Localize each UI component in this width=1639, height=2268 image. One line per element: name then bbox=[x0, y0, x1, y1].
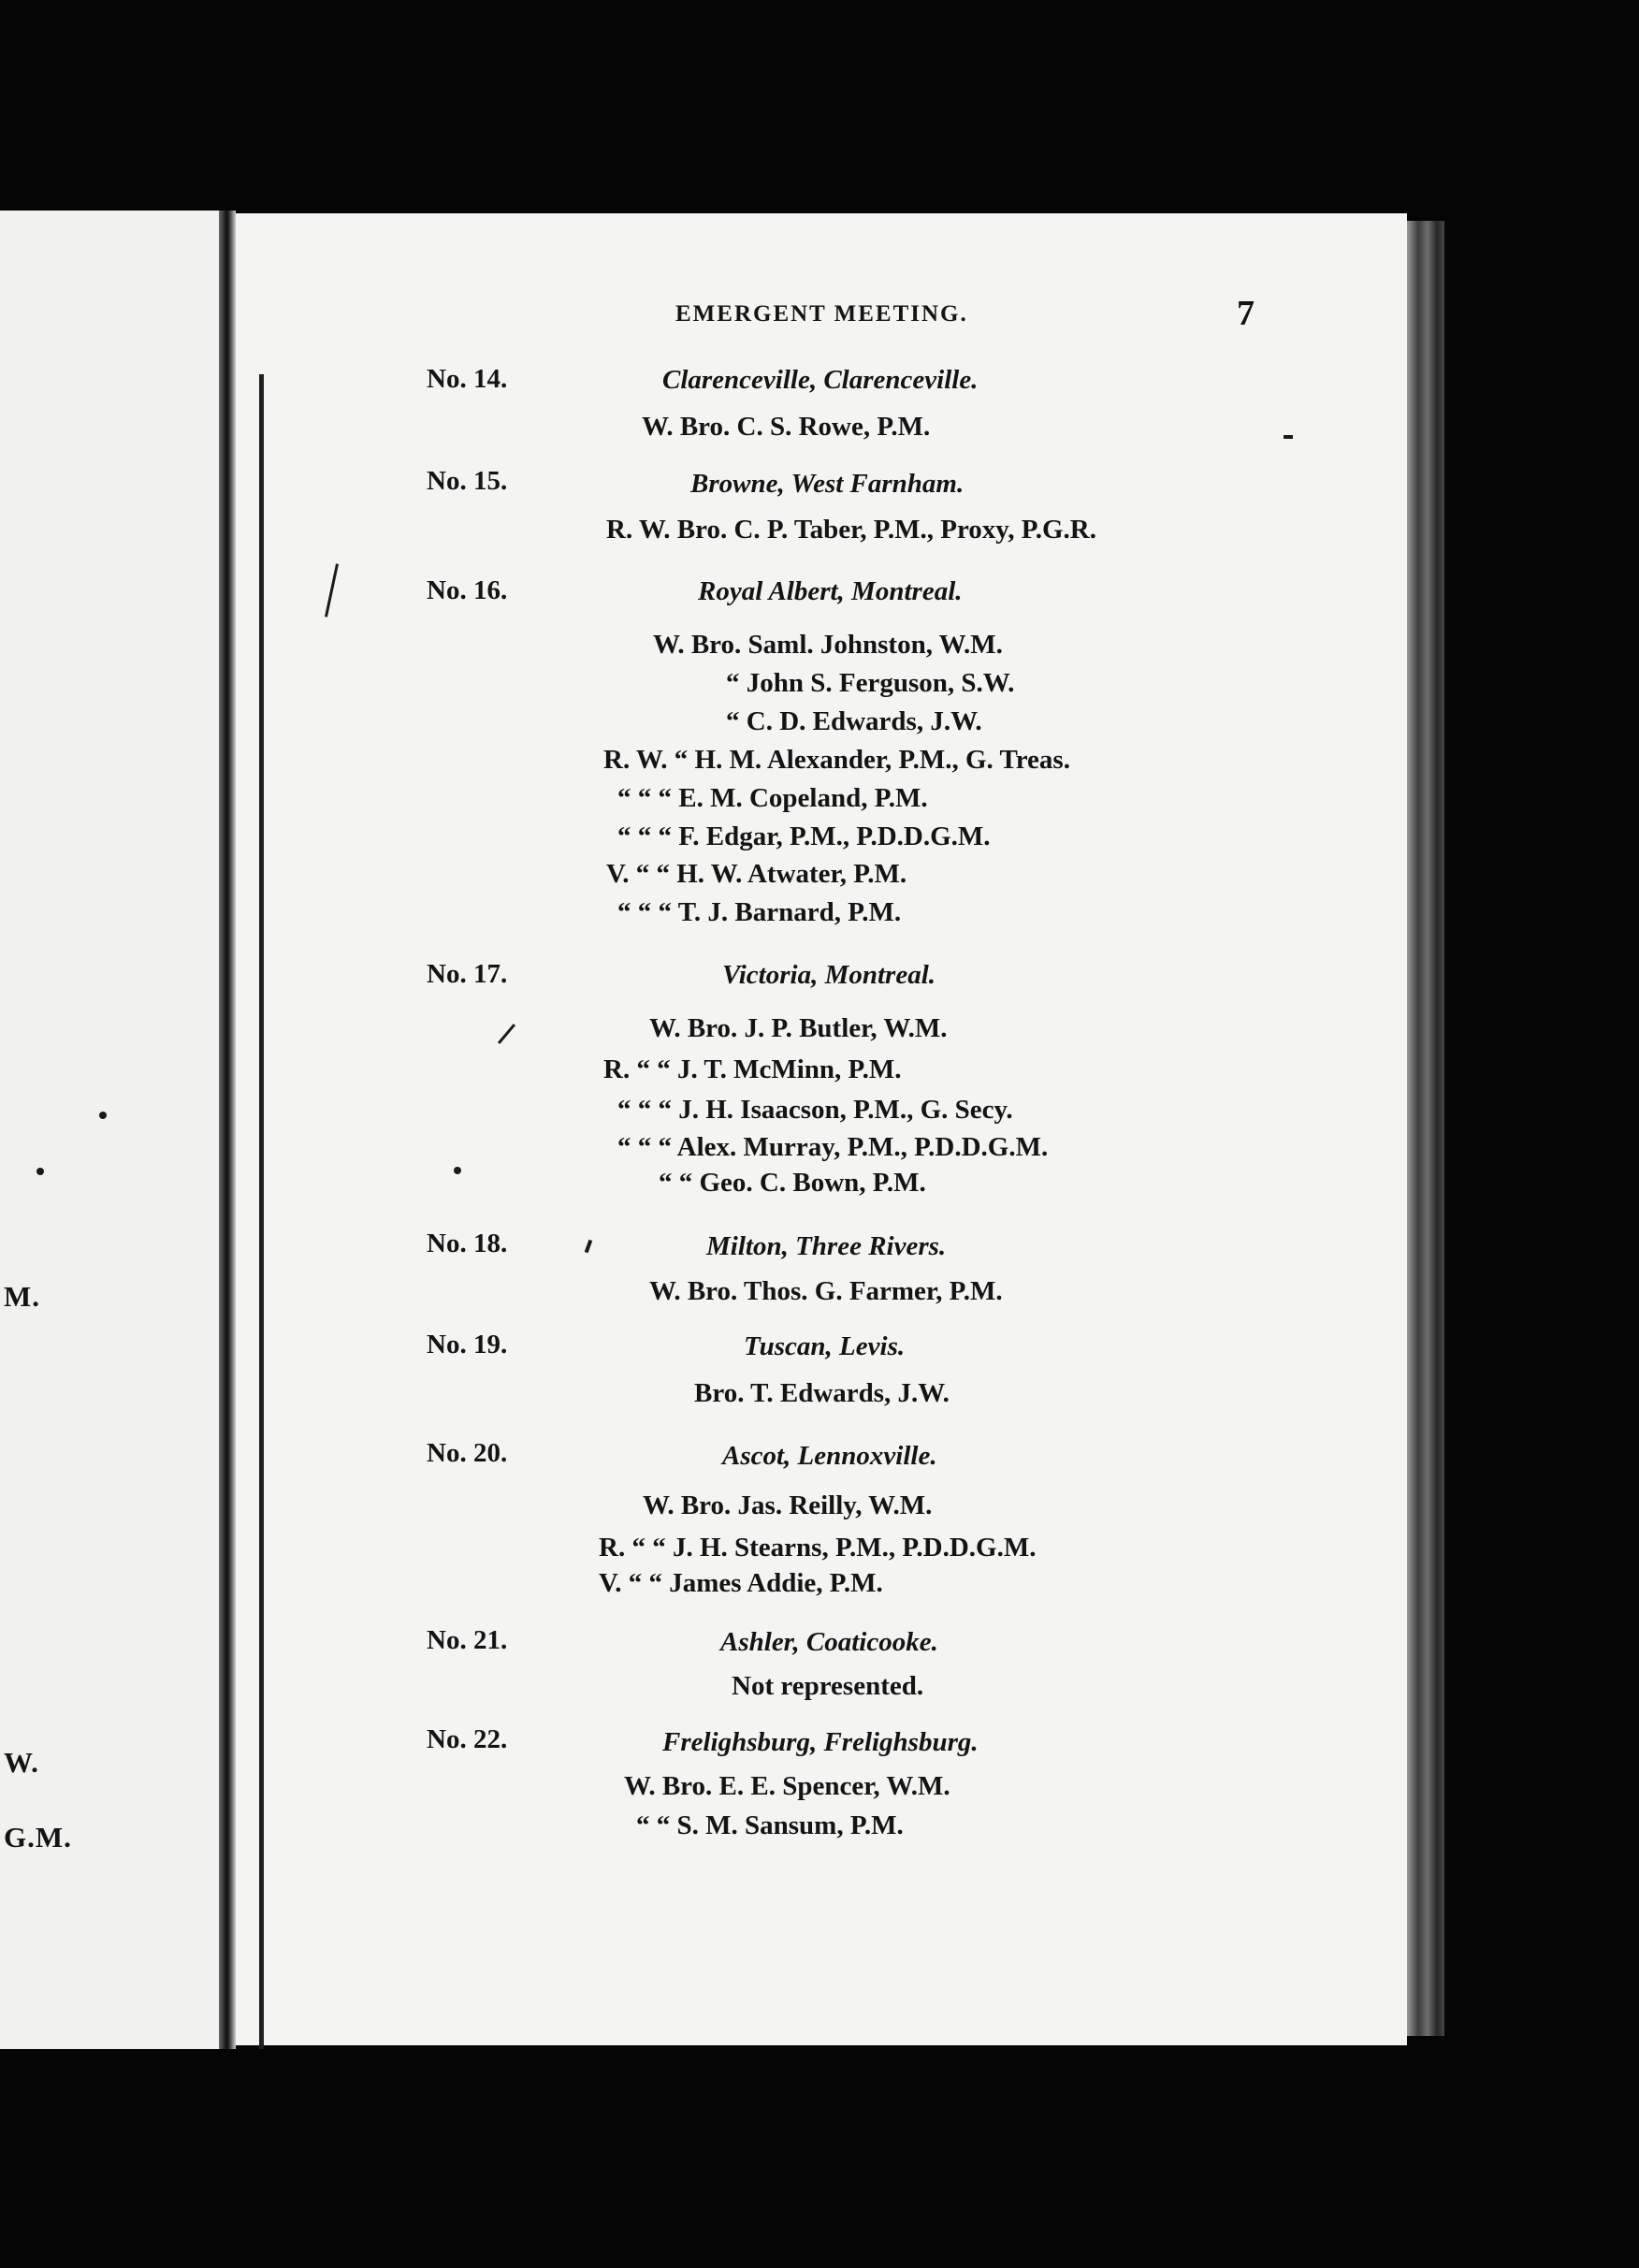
ink-mark bbox=[454, 1167, 461, 1174]
ink-mark bbox=[1284, 435, 1293, 439]
member-line: W. Bro. J. P. Butler, W.M. bbox=[649, 1013, 948, 1043]
member-line: W. Bro. Jas. Reilly, W.M. bbox=[643, 1490, 933, 1520]
member-line: “ “ “ E. M. Copeland, P.M. bbox=[617, 783, 928, 813]
lodge-number: No. 20. bbox=[427, 1438, 508, 1468]
member-line: W. Bro. Saml. Johnston, W.M. bbox=[653, 630, 1003, 660]
lodge-name: Browne, West Farnham. bbox=[690, 469, 965, 499]
lodge-name: Victoria, Montreal. bbox=[722, 960, 936, 990]
lodge-number: No. 17. bbox=[427, 959, 508, 989]
member-line: “ “ S. M. Sansum, P.M. bbox=[636, 1810, 904, 1840]
member-line: “ “ “ F. Edgar, P.M., P.D.D.G.M. bbox=[617, 821, 991, 851]
lodge-number: No. 21. bbox=[427, 1625, 508, 1655]
lodge-number: No. 16. bbox=[427, 575, 508, 605]
member-line: W. Bro. Thos. G. Farmer, P.M. bbox=[649, 1276, 1003, 1306]
lodge-name: Clarenceville, Clarenceville. bbox=[662, 365, 979, 395]
lodge-number: No. 18. bbox=[427, 1228, 508, 1258]
member-line: “ “ “ T. J. Barnard, P.M. bbox=[617, 897, 902, 927]
page-edge bbox=[1407, 221, 1444, 2036]
lodge-name: Royal Albert, Montreal. bbox=[698, 576, 963, 606]
member-line: V. “ “ James Addie, P.M. bbox=[599, 1568, 883, 1598]
left-page-fragment: M. bbox=[4, 1280, 41, 1313]
lodge-name: Milton, Three Rivers. bbox=[706, 1231, 947, 1261]
member-line: R. “ “ J. H. Stearns, P.M., P.D.D.G.M. bbox=[599, 1533, 1037, 1563]
ink-mark bbox=[99, 1112, 107, 1119]
left-page-fragment: G.M. bbox=[4, 1821, 72, 1854]
member-line: “ C. D. Edwards, J.W. bbox=[726, 706, 982, 736]
member-line: V. “ “ H. W. Atwater, P.M. bbox=[606, 859, 907, 889]
lodge-name: Frelighsburg, Frelighsburg. bbox=[662, 1727, 979, 1757]
member-line: R. W. Bro. C. P. Taber, P.M., Proxy, P.G.R. bbox=[606, 515, 1096, 545]
member-line: “ “ Geo. C. Bown, P.M. bbox=[659, 1168, 926, 1198]
lodge-number: No. 15. bbox=[427, 466, 508, 496]
member-line: R. “ “ J. T. McMinn, P.M. bbox=[603, 1054, 902, 1084]
book-spine bbox=[219, 211, 236, 2049]
lodge-name: Ashler, Coaticooke. bbox=[720, 1627, 938, 1657]
ink-mark bbox=[36, 1168, 44, 1175]
member-line: “ “ “ Alex. Murray, P.M., P.D.D.G.M. bbox=[617, 1132, 1049, 1162]
member-line: Not represented. bbox=[732, 1671, 924, 1701]
lodge-name: Tuscan, Levis. bbox=[744, 1331, 906, 1361]
fold-line bbox=[259, 374, 264, 2049]
page-number: 7 bbox=[1237, 294, 1255, 333]
lodge-number: No. 14. bbox=[427, 364, 508, 394]
member-line: “ John S. Ferguson, S.W. bbox=[726, 668, 1015, 698]
lodge-number: No. 19. bbox=[427, 1330, 508, 1359]
lodge-number: No. 22. bbox=[427, 1724, 508, 1754]
member-line: W. Bro. C. S. Rowe, P.M. bbox=[642, 412, 931, 442]
member-line: Bro. T. Edwards, J.W. bbox=[694, 1378, 950, 1408]
lodge-name: Ascot, Lennoxville. bbox=[722, 1441, 937, 1471]
left-page-fragment: W. bbox=[4, 1746, 39, 1779]
member-line: R. W. “ H. M. Alexander, P.M., G. Treas. bbox=[603, 745, 1070, 775]
running-head: EMERGENT MEETING. bbox=[675, 301, 968, 327]
member-line: “ “ “ J. H. Isaacson, P.M., G. Secy. bbox=[617, 1095, 1013, 1125]
member-line: W. Bro. E. E. Spencer, W.M. bbox=[624, 1771, 950, 1801]
